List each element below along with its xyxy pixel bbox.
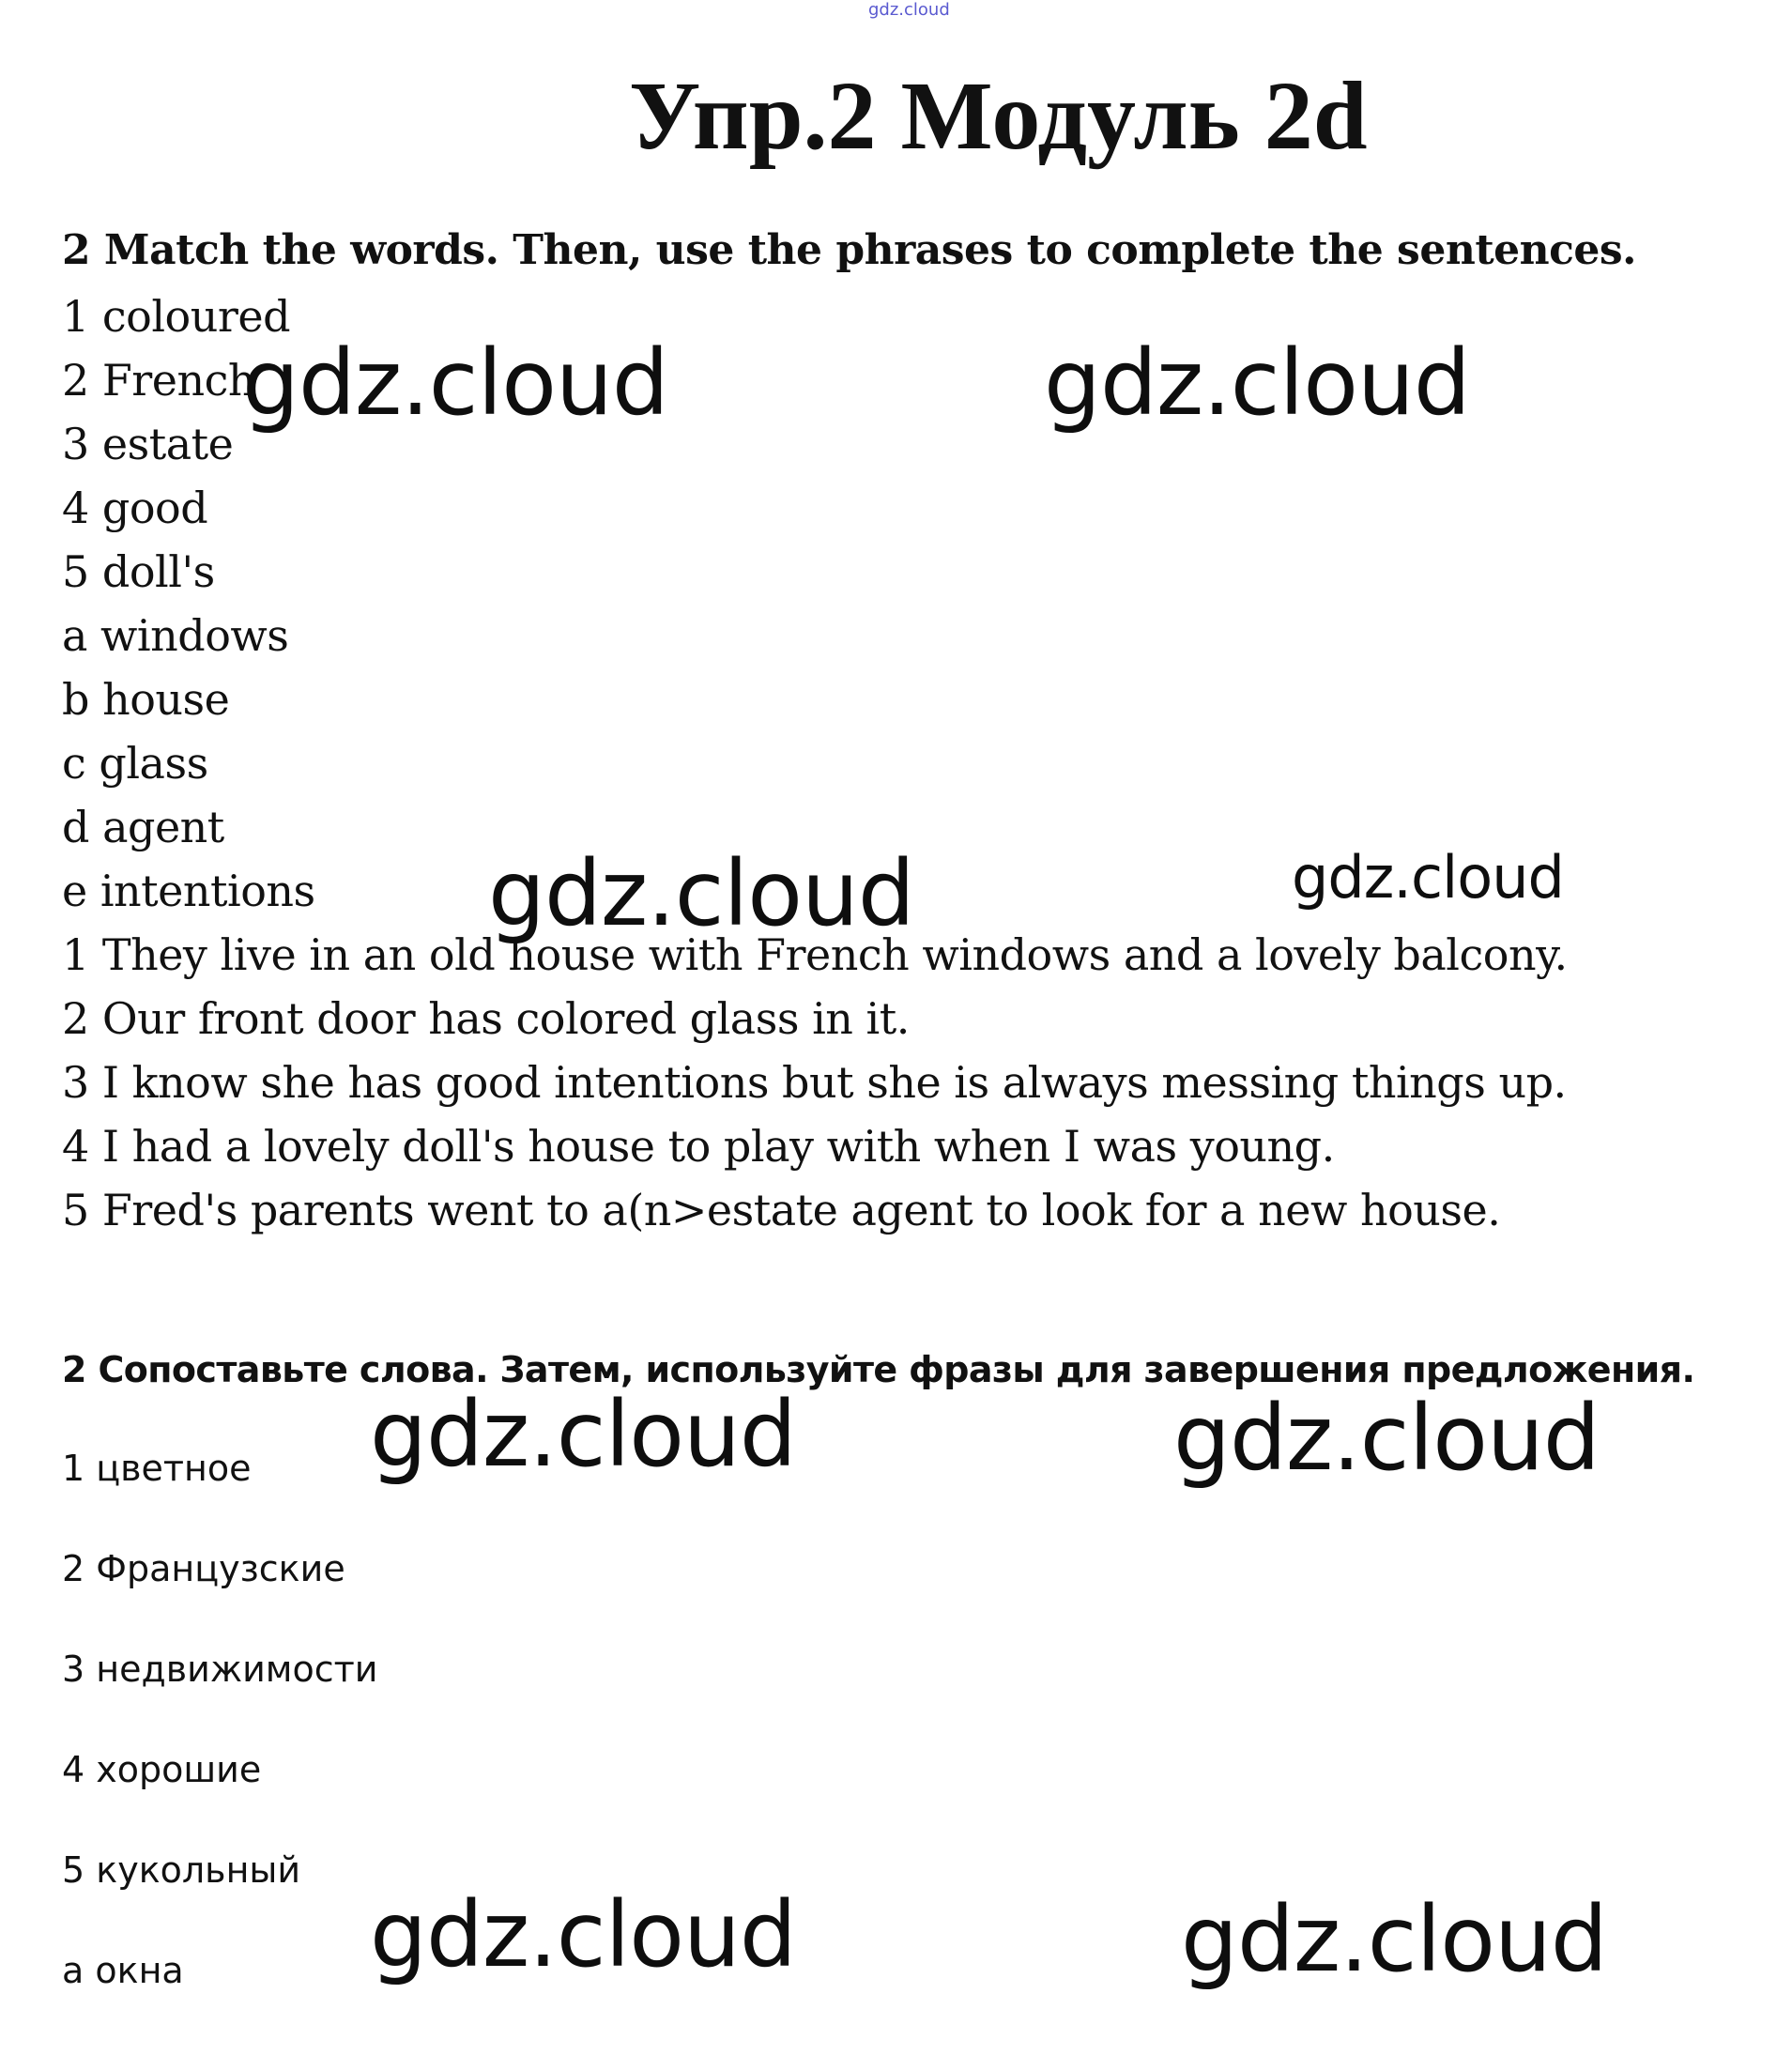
watermark: gdz.cloud: [370, 1382, 796, 1487]
watermark: gdz.cloud: [1173, 1386, 1600, 1491]
task-heading-ru: 2 Сопоставьте слова. Затем, используйте фразы для завершения предложения.: [62, 1349, 1695, 1390]
ru-word: 2 Французские: [62, 1548, 345, 1589]
word-left: 2 French: [62, 355, 256, 406]
watermark: gdz.cloud: [488, 841, 914, 946]
word-right: a windows: [62, 610, 289, 661]
word-right: b house: [62, 674, 230, 725]
sentence: 1 They live in an old house with French windows and a lovely balcony.: [62, 929, 1568, 980]
sentence: 5 Fred's parents went to a(n>estate agent to look for a new house.: [62, 1185, 1501, 1235]
sentence: 2 Our front door has colored glass in it.: [62, 993, 910, 1044]
word-left: 3 estate: [62, 419, 234, 469]
word-right: c glass: [62, 738, 208, 789]
watermark: gdz.cloud: [370, 1882, 796, 1987]
word-right: e intentions: [62, 866, 315, 916]
ru-word: 3 недвижимости: [62, 1649, 378, 1690]
watermark: gdz.cloud: [1044, 330, 1470, 436]
word-left: 5 doll's: [62, 546, 215, 597]
sentence: 3 I know she has good intentions but she is always messing things up.: [62, 1057, 1567, 1108]
watermark: gdz.cloud: [1181, 1887, 1607, 1992]
word-left: 1 coloured: [62, 291, 291, 342]
task-heading-en: 2 Match the words. Then, use the phrases to complete the sentences.: [62, 226, 1636, 274]
watermark: gdz.cloud: [242, 330, 668, 436]
watermark: gdz.cloud: [1292, 843, 1564, 912]
word-right: d agent: [62, 802, 224, 852]
word-left: 4 good: [62, 483, 208, 533]
ru-word: 4 хорошие: [62, 1749, 262, 1790]
ru-word: а окна: [62, 1950, 184, 1991]
ru-word: 1 цветное: [62, 1448, 252, 1489]
page-title: Упр.2 Модуль 2d: [629, 62, 1368, 170]
top-watermark: gdz.cloud: [868, 0, 950, 20]
sentence: 4 I had a lovely doll's house to play with when I was young.: [62, 1121, 1335, 1172]
ru-word: 5 кукольный: [62, 1849, 301, 1891]
